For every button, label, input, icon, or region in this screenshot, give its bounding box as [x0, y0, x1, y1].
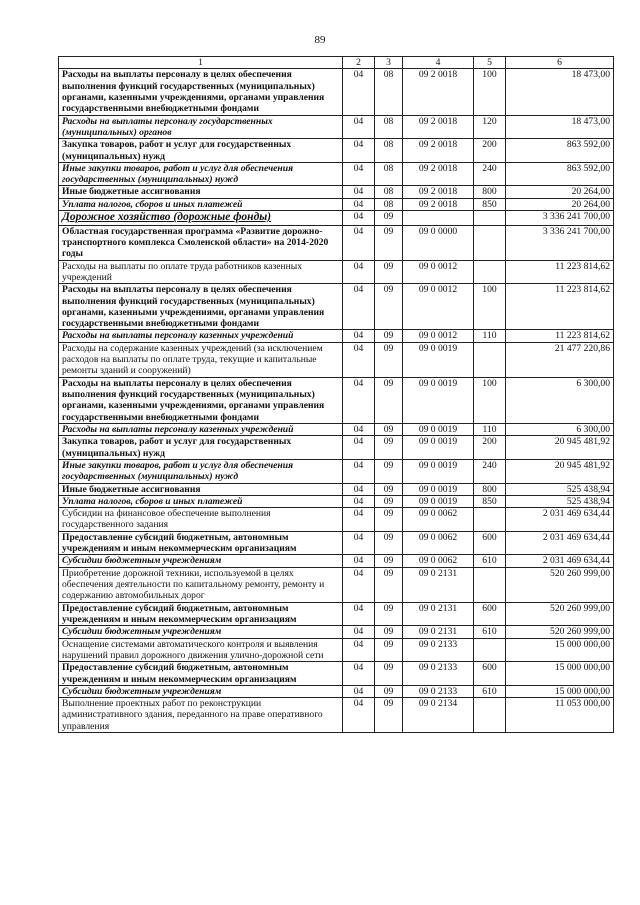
- expense-name-cell: Расходы на выплаты персоналу государственных (муниципальных) органов: [59, 115, 343, 139]
- amount-cell: 520 260 999,00: [506, 567, 614, 602]
- subsection-code-cell: 09: [375, 377, 403, 423]
- table-row: [59, 115, 614, 139]
- expense-type-cell: [474, 567, 506, 602]
- expense-name-cell: Расходы на выплаты персоналу казенных учреждений: [59, 330, 343, 342]
- table-row: [59, 567, 614, 602]
- table-row: [59, 225, 614, 260]
- amount-cell: 11 223 814,62: [506, 260, 614, 284]
- subsection-code-cell: 09: [375, 423, 403, 435]
- expense-name-cell: Закупка товаров, работ и услуг для государственных (муниципальных) нужд: [59, 436, 343, 460]
- target-article-cell: 09 0 0012: [403, 330, 474, 342]
- expense-name-cell: Расходы на выплаты персоналу казенных учреждений: [59, 423, 343, 435]
- table-row: [59, 139, 614, 163]
- expense-type-cell: 610: [474, 626, 506, 638]
- expense-type-cell: [474, 225, 506, 260]
- subsection-code-cell: 09: [375, 531, 403, 555]
- expense-type-cell: 100: [474, 377, 506, 423]
- expense-type-cell: 110: [474, 423, 506, 435]
- section-code-cell: 04: [343, 423, 375, 435]
- target-article-cell: 09 0 0012: [403, 284, 474, 330]
- column-header: 5: [474, 57, 506, 69]
- amount-cell: 520 260 999,00: [506, 626, 614, 638]
- table-row: [59, 330, 614, 342]
- column-header: 3: [375, 57, 403, 69]
- amount-cell: 15 000 000,00: [506, 662, 614, 686]
- table-row: [59, 685, 614, 697]
- section-code-cell: 04: [343, 685, 375, 697]
- subsection-code-cell: 08: [375, 198, 403, 210]
- section-code-cell: 04: [343, 186, 375, 198]
- expense-type-cell: 600: [474, 662, 506, 686]
- target-article-cell: 09 0 2133: [403, 638, 474, 662]
- target-article-cell: 09 0 2133: [403, 685, 474, 697]
- section-code-cell: 04: [343, 662, 375, 686]
- table-row: [59, 626, 614, 638]
- section-code-cell: 04: [343, 638, 375, 662]
- section-code-cell: 04: [343, 567, 375, 602]
- section-code-cell: 04: [343, 162, 375, 186]
- section-code-cell: 04: [343, 115, 375, 139]
- table-row: [59, 377, 614, 423]
- expense-name-cell: Приобретение дорожной техники, используемой в целях обеспечения деятельности по капитальному ремонту, ремонту и содержанию автомобильных дорог: [59, 567, 343, 602]
- section-code-cell: 04: [343, 284, 375, 330]
- expense-name-cell: Закупка товаров, работ и услуг для государственных (муниципальных) нужд: [59, 139, 343, 163]
- amount-cell: 525 438,94: [506, 495, 614, 507]
- amount-cell: 11 223 814,62: [506, 330, 614, 342]
- target-article-cell: 09 0 2131: [403, 626, 474, 638]
- expense-name-cell: Выполнение проектных работ по реконструкции административного здания, переданного на праве оперативного управления: [59, 698, 343, 733]
- expense-type-cell: 200: [474, 436, 506, 460]
- target-article-cell: 09 0 2131: [403, 602, 474, 626]
- target-article-cell: 09 0 0062: [403, 508, 474, 532]
- target-article-cell: 09 0 0019: [403, 483, 474, 495]
- expense-name-cell: Субсидии на финансовое обеспечение выполнения государственного задания: [59, 508, 343, 532]
- amount-cell: 863 592,00: [506, 162, 614, 186]
- amount-cell: 18 473,00: [506, 115, 614, 139]
- expense-type-cell: 800: [474, 186, 506, 198]
- expense-type-cell: [474, 211, 506, 226]
- page-number: 89: [314, 34, 326, 46]
- expense-type-cell: 240: [474, 459, 506, 483]
- subsection-code-cell: 09: [375, 225, 403, 260]
- subsection-code-cell: 09: [375, 685, 403, 697]
- expense-type-cell: 850: [474, 198, 506, 210]
- column-header: 6: [506, 57, 614, 69]
- amount-cell: 525 438,94: [506, 483, 614, 495]
- target-article-cell: 09 2 0018: [403, 69, 474, 115]
- expense-name-cell: Субсидии бюджетным учреждениям: [59, 685, 343, 697]
- table-row: [59, 423, 614, 435]
- subsection-code-cell: 09: [375, 495, 403, 507]
- target-article-cell: 09 0 0019: [403, 459, 474, 483]
- target-article-cell: 09 0 2133: [403, 662, 474, 686]
- subsection-code-cell: 09: [375, 626, 403, 638]
- section-code-cell: 04: [343, 260, 375, 284]
- target-article-cell: 09 0 0019: [403, 495, 474, 507]
- expense-type-cell: 850: [474, 495, 506, 507]
- expense-name-cell: Расходы на содержание казенных учреждений (за исключением расходов на выплаты по оплате труда, текущие и капитальные ремонты зданий и сооружений): [59, 342, 343, 377]
- table-row: [59, 260, 614, 284]
- subsection-code-cell: 09: [375, 211, 403, 226]
- section-code-cell: 04: [343, 483, 375, 495]
- section-code-cell: 04: [343, 555, 375, 567]
- subsection-code-cell: 08: [375, 186, 403, 198]
- section-code-cell: 04: [343, 626, 375, 638]
- expense-name-cell: Иные бюджетные ассигнования: [59, 483, 343, 495]
- subsection-code-cell: 09: [375, 342, 403, 377]
- subsection-code-cell: 08: [375, 162, 403, 186]
- section-code-cell: 04: [343, 330, 375, 342]
- amount-cell: 11 053 000,00: [506, 698, 614, 733]
- expense-type-cell: [474, 698, 506, 733]
- table-row: [59, 483, 614, 495]
- table-row: [59, 162, 614, 186]
- target-article-cell: 09 2 0018: [403, 198, 474, 210]
- amount-cell: 6 300,00: [506, 377, 614, 423]
- section-code-cell: 04: [343, 698, 375, 733]
- amount-cell: 863 592,00: [506, 139, 614, 163]
- target-article-cell: 09 0 2131: [403, 567, 474, 602]
- section-code-cell: 04: [343, 531, 375, 555]
- amount-cell: 20 945 481,92: [506, 459, 614, 483]
- expense-type-cell: 110: [474, 330, 506, 342]
- amount-cell: 3 336 241 700,00: [506, 211, 614, 226]
- subsection-code-cell: 09: [375, 459, 403, 483]
- subsection-code-cell: 08: [375, 69, 403, 115]
- table-row: [59, 602, 614, 626]
- amount-cell: 18 473,00: [506, 69, 614, 115]
- expense-type-cell: 600: [474, 602, 506, 626]
- section-code-cell: 04: [343, 342, 375, 377]
- target-article-cell: [403, 211, 474, 226]
- expense-name-cell: Расходы на выплаты по оплате труда работников казенных учреждений: [59, 260, 343, 284]
- subsection-code-cell: 09: [375, 260, 403, 284]
- expense-name-cell: Предоставление субсидий бюджетным, автономным учреждениям и иным некоммерческим организациям: [59, 531, 343, 555]
- subsection-code-cell: 09: [375, 662, 403, 686]
- expense-name-cell: Иные бюджетные ассигнования: [59, 186, 343, 198]
- target-article-cell: 09 2 0018: [403, 186, 474, 198]
- table-row: [59, 436, 614, 460]
- expense-type-cell: 610: [474, 555, 506, 567]
- subsection-code-cell: 09: [375, 638, 403, 662]
- section-code-cell: 04: [343, 139, 375, 163]
- table-row: [59, 459, 614, 483]
- subsection-code-cell: 09: [375, 436, 403, 460]
- subsection-code-cell: 09: [375, 284, 403, 330]
- target-article-cell: 09 0 0012: [403, 260, 474, 284]
- section-code-cell: 04: [343, 225, 375, 260]
- table-row: [59, 495, 614, 507]
- subsection-code-cell: 09: [375, 508, 403, 532]
- amount-cell: 6 300,00: [506, 423, 614, 435]
- table-row: [59, 198, 614, 210]
- section-code-cell: 04: [343, 508, 375, 532]
- expense-type-cell: [474, 508, 506, 532]
- expense-name-cell: Иные закупки товаров, работ и услуг для обеспечения государственных (муниципальных) нужд: [59, 459, 343, 483]
- table-row: [59, 69, 614, 115]
- expense-name-cell: Расходы на выплаты персоналу в целях обеспечения выполнения функций государственных (муниципальных) органами, казенными учреждениями, органами управления государственными внебюджетными фондами: [59, 377, 343, 423]
- amount-cell: 520 260 999,00: [506, 602, 614, 626]
- table-row: [59, 531, 614, 555]
- table-row: [59, 698, 614, 733]
- subsection-code-cell: 09: [375, 330, 403, 342]
- target-article-cell: 09 0 0019: [403, 423, 474, 435]
- amount-cell: 15 000 000,00: [506, 638, 614, 662]
- target-article-cell: 09 0 0000: [403, 225, 474, 260]
- expense-type-cell: 240: [474, 162, 506, 186]
- budget-table: [58, 56, 614, 733]
- expense-type-cell: 610: [474, 685, 506, 697]
- expense-type-cell: 800: [474, 483, 506, 495]
- amount-cell: 21 477 220,86: [506, 342, 614, 377]
- expense-type-cell: 600: [474, 531, 506, 555]
- table-row: [59, 211, 614, 226]
- expense-name-cell: Областная государственная программа «Развитие дорожно-транспортного комплекса Смоленской области» на 2014-2020 годы: [59, 225, 343, 260]
- subsection-code-cell: 08: [375, 115, 403, 139]
- expense-name-cell: Расходы на выплаты персоналу в целях обеспечения выполнения функций государственных (муниципальных) органами, казенными учреждениями, органами управления государственными внебюджетными фондами: [59, 69, 343, 115]
- target-article-cell: 09 0 0019: [403, 436, 474, 460]
- subsection-code-cell: 09: [375, 567, 403, 602]
- section-code-cell: 04: [343, 69, 375, 115]
- subsection-code-cell: 09: [375, 483, 403, 495]
- amount-cell: 2 031 469 634,44: [506, 531, 614, 555]
- expense-type-cell: 100: [474, 69, 506, 115]
- subsection-code-cell: 09: [375, 602, 403, 626]
- expense-type-cell: [474, 638, 506, 662]
- section-code-cell: 04: [343, 495, 375, 507]
- section-code-cell: 04: [343, 459, 375, 483]
- table-row: [59, 186, 614, 198]
- expense-type-cell: 200: [474, 139, 506, 163]
- amount-cell: 2 031 469 634,44: [506, 555, 614, 567]
- section-code-cell: 04: [343, 436, 375, 460]
- subsection-code-cell: 09: [375, 698, 403, 733]
- subsection-code-cell: 09: [375, 555, 403, 567]
- section-code-cell: 04: [343, 602, 375, 626]
- target-article-cell: 09 0 0019: [403, 342, 474, 377]
- target-article-cell: 09 0 0019: [403, 377, 474, 423]
- expense-type-cell: 100: [474, 284, 506, 330]
- target-article-cell: 09 2 0018: [403, 115, 474, 139]
- section-code-cell: 04: [343, 211, 375, 226]
- target-article-cell: 09 0 0062: [403, 531, 474, 555]
- table-header-row: [59, 57, 614, 69]
- expense-name-cell: Дорожное хозяйство (дорожные фонды): [59, 211, 343, 226]
- amount-cell: 3 336 241 700,00: [506, 225, 614, 260]
- table-row: [59, 508, 614, 532]
- subsection-code-cell: 08: [375, 139, 403, 163]
- amount-cell: 20 945 481,92: [506, 436, 614, 460]
- section-code-cell: 04: [343, 198, 375, 210]
- column-header: 2: [343, 57, 375, 69]
- target-article-cell: 09 0 0062: [403, 555, 474, 567]
- expense-type-cell: [474, 342, 506, 377]
- amount-cell: 20 264,00: [506, 186, 614, 198]
- target-article-cell: 09 2 0018: [403, 162, 474, 186]
- section-code-cell: 04: [343, 377, 375, 423]
- expense-name-cell: Субсидии бюджетным учреждениям: [59, 555, 343, 567]
- amount-cell: 20 264,00: [506, 198, 614, 210]
- expense-type-cell: [474, 260, 506, 284]
- column-header: 4: [403, 57, 474, 69]
- target-article-cell: 09 0 2134: [403, 698, 474, 733]
- table-row: [59, 284, 614, 330]
- amount-cell: 11 223 814,62: [506, 284, 614, 330]
- expense-name-cell: Оснащение системами автоматического контроля и выявления нарушений правил дорожного движения улично-дорожной сети: [59, 638, 343, 662]
- expense-name-cell: Предоставление субсидий бюджетным, автономным учреждениям и иным некоммерческим организациям: [59, 662, 343, 686]
- table-row: [59, 342, 614, 377]
- target-article-cell: 09 2 0018: [403, 139, 474, 163]
- expense-name-cell: Субсидии бюджетным учреждениям: [59, 626, 343, 638]
- table-row: [59, 638, 614, 662]
- expense-name-cell: Уплата налогов, сборов и иных платежей: [59, 198, 343, 210]
- table-row: [59, 662, 614, 686]
- table-row: [59, 555, 614, 567]
- amount-cell: 2 031 469 634,44: [506, 508, 614, 532]
- expense-name-cell: Уплата налогов, сборов и иных платежей: [59, 495, 343, 507]
- amount-cell: 15 000 000,00: [506, 685, 614, 697]
- expense-name-cell: Предоставление субсидий бюджетным, автономным учреждениям и иным некоммерческим организациям: [59, 602, 343, 626]
- column-header: 1: [59, 57, 343, 69]
- expense-name-cell: Расходы на выплаты персоналу в целях обеспечения выполнения функций государственных (муниципальных) органами, казенными учреждениями, органами управления государственными внебюджетными фондами: [59, 284, 343, 330]
- expense-type-cell: 120: [474, 115, 506, 139]
- expense-name-cell: Иные закупки товаров, работ и услуг для обеспечения государственных (муниципальных) нужд: [59, 162, 343, 186]
